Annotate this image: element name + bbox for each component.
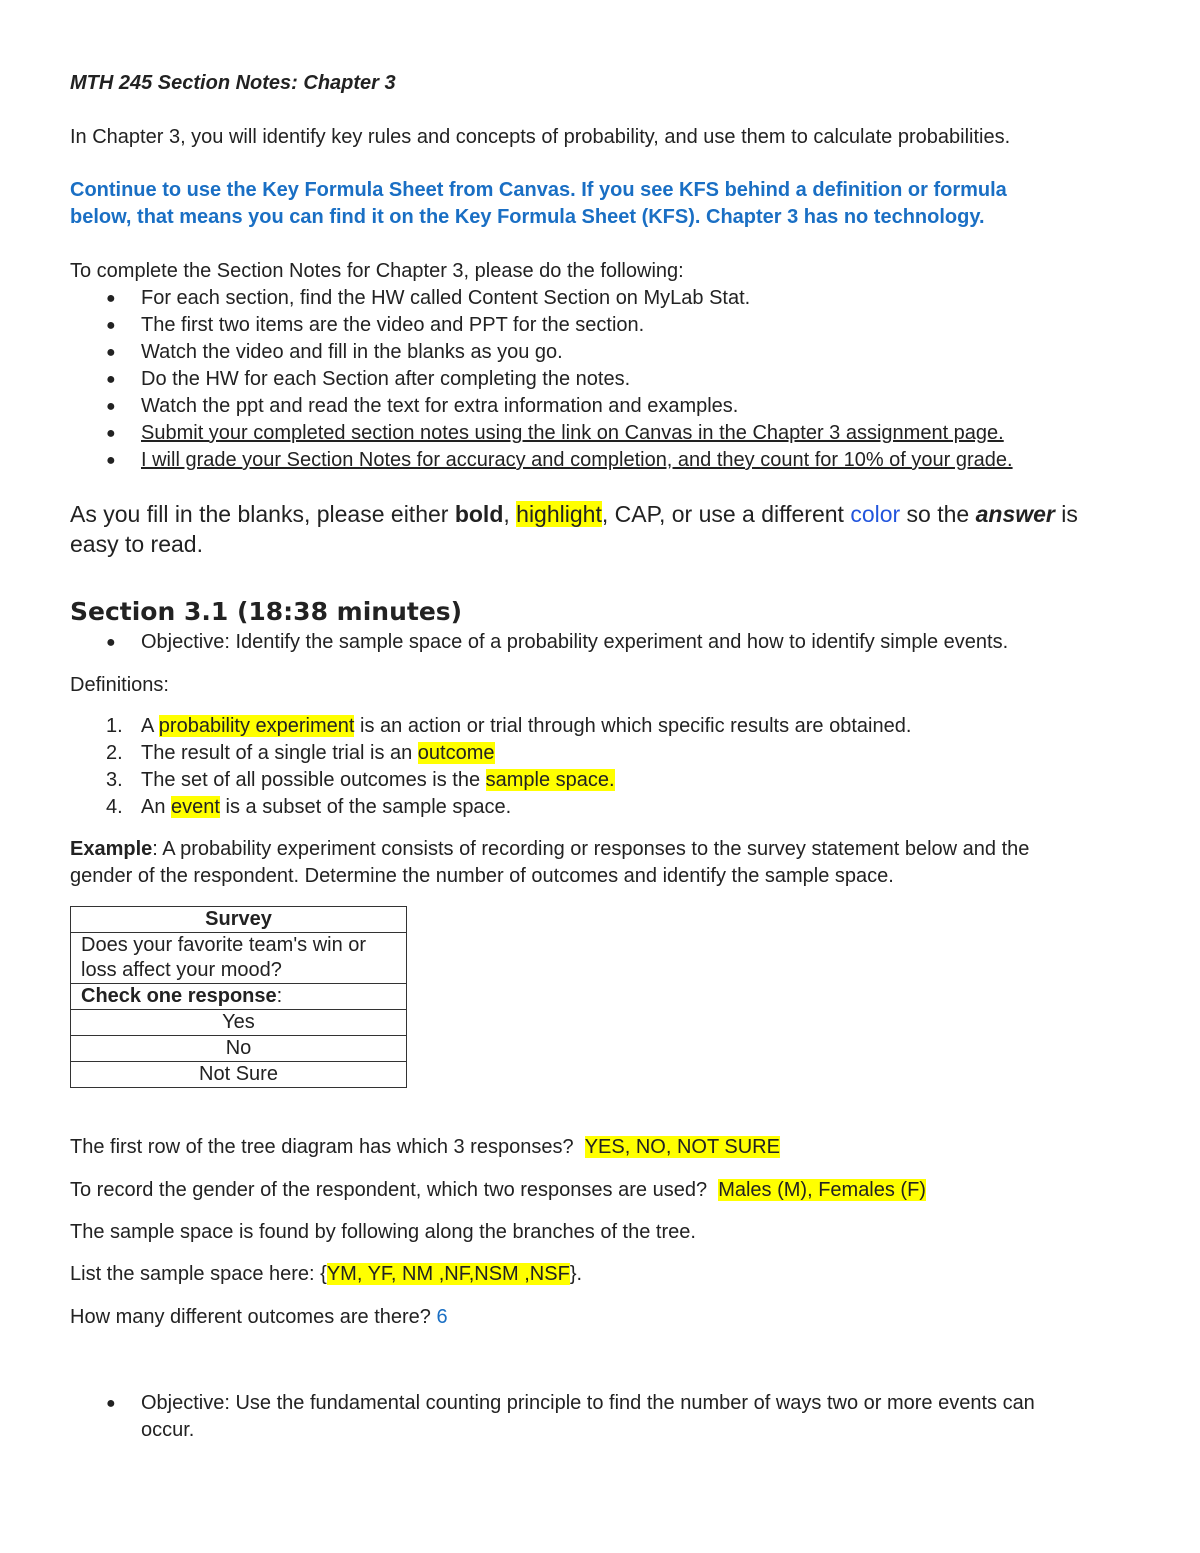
instructions-lead: To complete the Section Notes for Chapter 3, please do the following:: [70, 260, 684, 282]
definitions-label: Definitions:: [70, 674, 169, 696]
example-line1: Example: A probability experiment consists of recording or responses to the survey statement below and the: [70, 838, 1030, 860]
answer-1: YES, NO, NOT SURE: [584, 1136, 780, 1158]
bullet-icon: ●: [106, 1395, 116, 1412]
answer-5: 6: [436, 1306, 448, 1328]
fill-note-answer: answer: [975, 501, 1055, 527]
section-heading: Section 3.1 (18:38 minutes): [70, 597, 463, 626]
objective-2-line2: occur.: [141, 1419, 195, 1441]
survey-table: [70, 906, 407, 1088]
list-item: Watch the video and fill in the blanks as you go.: [141, 341, 563, 363]
list-number: 4.: [106, 796, 123, 818]
definition-term: probability experiment: [158, 715, 355, 737]
fill-note-text: is: [1054, 501, 1078, 527]
example-label: Example: [70, 838, 153, 860]
fill-note-text: , CAP, or use a different: [601, 501, 851, 527]
definition-term: event: [171, 796, 220, 818]
definition-item: A probability experiment is an action or trial through which specific results are obtained.: [141, 715, 912, 737]
fill-note-text: As you fill in the blanks, please either: [70, 501, 455, 527]
list-item: For each section, find the HW called Content Section on MyLab Stat.: [141, 287, 751, 309]
survey-option-not-sure: Not Sure: [71, 1062, 407, 1088]
definition-item: The set of all possible outcomes is the sample space.: [141, 769, 615, 791]
survey-option-no: No: [71, 1036, 407, 1062]
bullet-icon: ●: [106, 290, 116, 307]
bullet-icon: ●: [106, 452, 116, 469]
list-item: The first two items are the video and PPT for the section.: [141, 314, 645, 336]
question-4: List the sample space here: {YM, YF, NM ,NF,NSM ,NSF}.: [70, 1263, 583, 1285]
bullet-icon: ●: [106, 317, 116, 334]
question-2: To record the gender of the respondent, which two responses are used? Males (M), Females (F): [70, 1179, 926, 1201]
doc-title: MTH 245 Section Notes: Chapter 3: [70, 72, 396, 94]
survey-check-label: Check one response:: [71, 984, 407, 1010]
list-number: 3.: [106, 769, 123, 791]
definition-item: An event is a subset of the sample space.: [141, 796, 512, 818]
definition-term: outcome: [417, 742, 495, 764]
objective-1: Objective: Identify the sample space of a probability experiment and how to identify simple events.: [141, 631, 1009, 653]
bullet-icon: ●: [106, 425, 116, 442]
definition-item: The result of a single trial is an outcome: [141, 742, 495, 764]
fill-note-line2: easy to read.: [70, 531, 203, 557]
fill-note-text: ,: [503, 501, 517, 527]
list-number: 2.: [106, 742, 123, 764]
definition-term: sample space.: [485, 769, 615, 791]
survey-option-yes: Yes: [71, 1010, 407, 1036]
list-item: Do the HW for each Section after completing the notes.: [141, 368, 631, 390]
question-1: The first row of the tree diagram has which 3 responses? YES, NO, NOT SURE: [70, 1136, 780, 1158]
fill-note-text: so the: [900, 501, 976, 527]
fill-note-color: color: [850, 501, 901, 527]
kfs-note-line2: below, that means you can find it on the Key Formula Sheet (KFS). Chapter 3 has no technology.: [70, 206, 985, 228]
bullet-icon: ●: [106, 371, 116, 388]
list-item: I will grade your Section Notes for accuracy and completion, and they count for 10% of your grade.: [141, 449, 1013, 471]
kfs-note-line1: Continue to use the Key Formula Sheet from Canvas. If you see KFS behind a definition or formula: [70, 179, 1007, 201]
question-3: The sample space is found by following along the branches of the tree.: [70, 1221, 696, 1243]
fill-note-bold: bold: [454, 501, 504, 527]
fill-note-highlight: highlight: [516, 501, 602, 527]
list-item: Submit your completed section notes using the link on Canvas in the Chapter 3 assignment page.: [141, 422, 1004, 444]
example-line2: gender of the respondent. Determine the number of outcomes and identify the sample space.: [70, 865, 894, 887]
intro-text: In Chapter 3, you will identify key rules and concepts of probability, and use them to calculate probabilities.: [70, 126, 1011, 148]
fill-note-line1: [70, 499, 1078, 529]
bullet-icon: ●: [106, 344, 116, 361]
answer-2: Males (M), Females (F): [718, 1179, 926, 1201]
bullet-icon: ●: [106, 634, 116, 651]
survey-header: Survey: [71, 907, 407, 933]
list-number: 1.: [106, 715, 123, 737]
list-item: Watch the ppt and read the text for extra information and examples.: [141, 395, 739, 417]
question-5: How many different outcomes are there? 6: [70, 1306, 448, 1328]
bullet-icon: ●: [106, 398, 116, 415]
answer-4: YM, YF, NM ,NF,NSM ,NSF: [326, 1263, 570, 1285]
survey-question: Does your favorite team's win or loss affect your mood?: [71, 933, 407, 984]
objective-2-line1: Objective: Use the fundamental counting principle to find the number of ways two or more events can: [141, 1392, 1035, 1414]
